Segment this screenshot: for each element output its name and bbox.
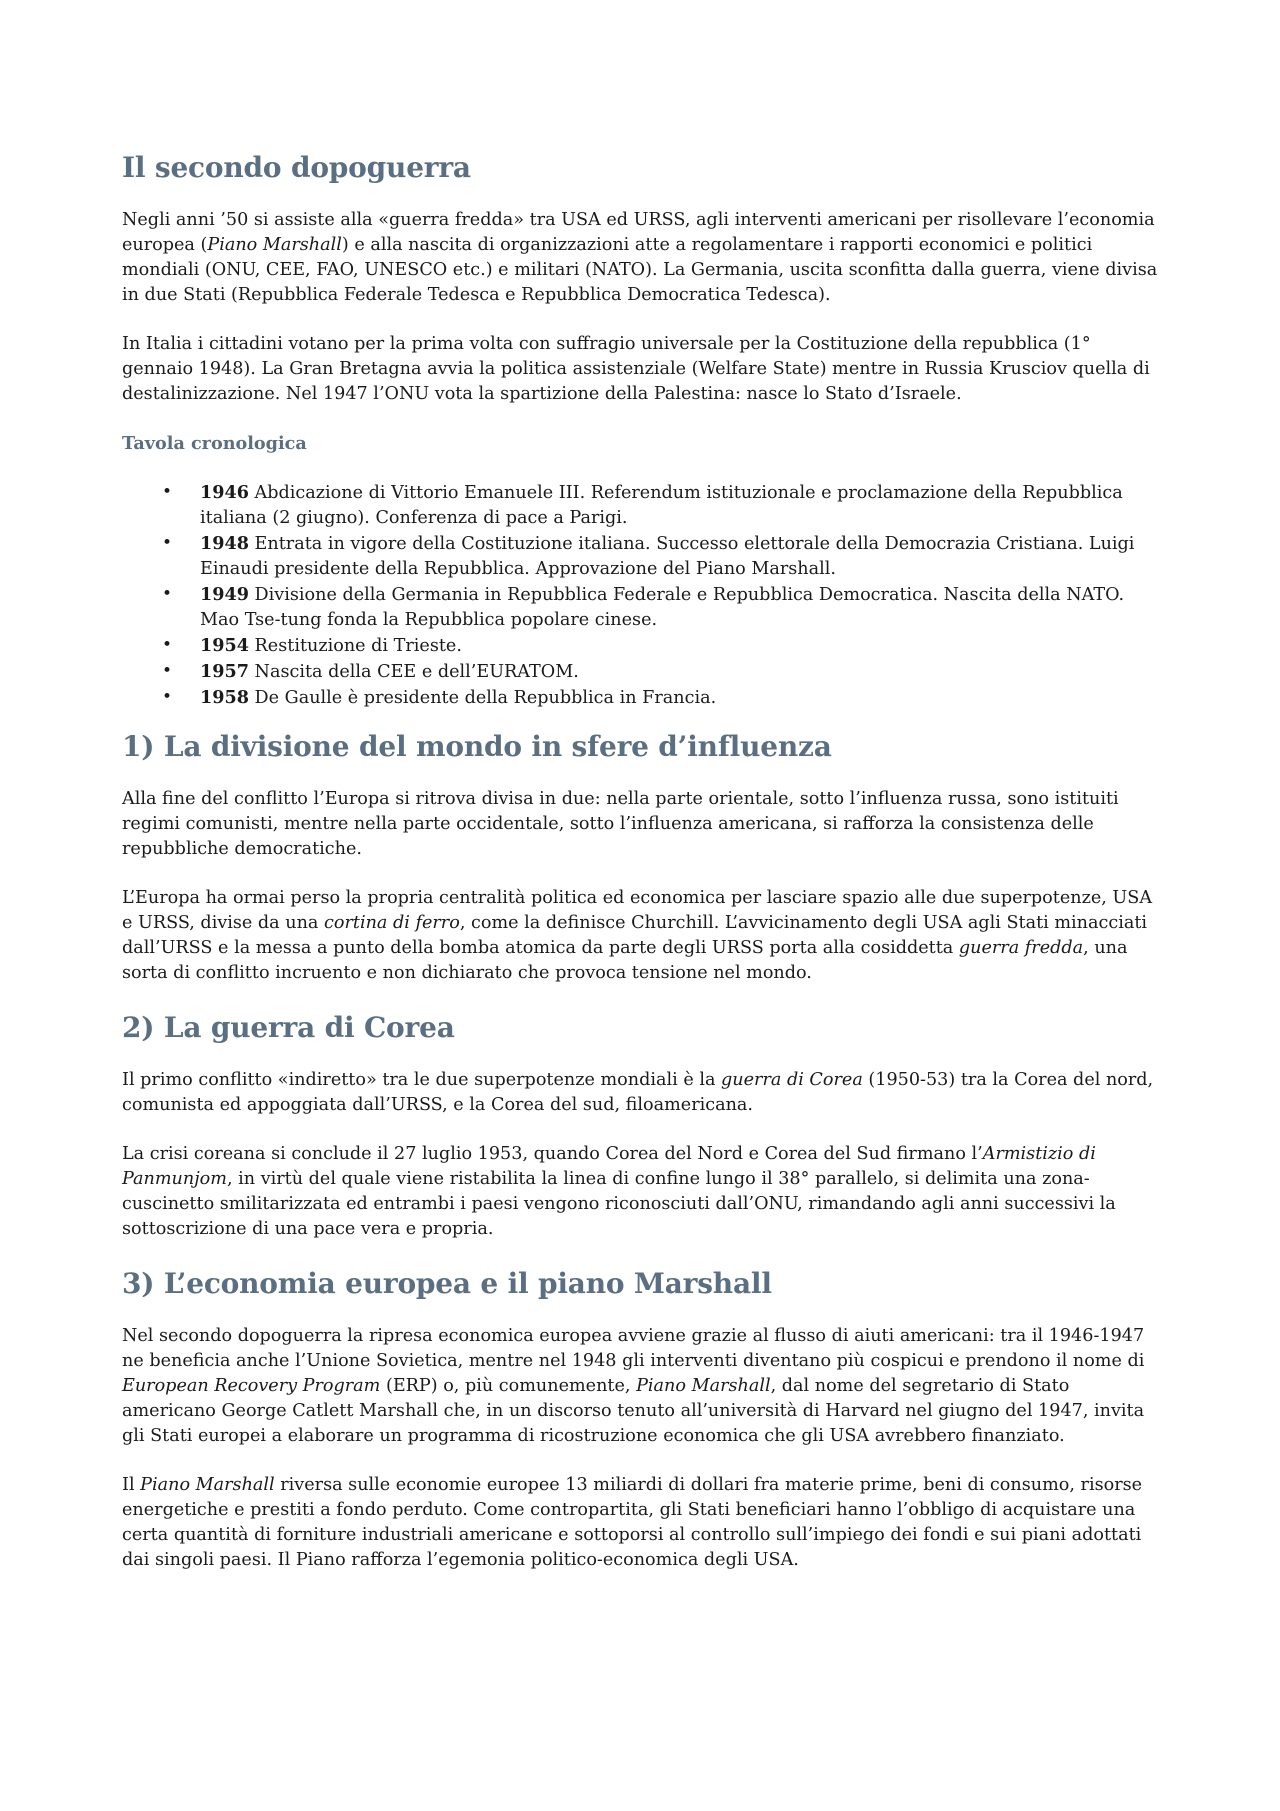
chronology-year: 1946 — [200, 482, 249, 503]
section-2-paragraph-1 — [122, 1068, 1162, 1118]
text-run: La crisi coreana si conclude il 27 luglio 1953, quando Corea del Nord e Corea del Sud firmano l’ — [122, 1144, 983, 1164]
chronology-text: Abdicazione di Vittorio Emanuele III. Referendum istituzionale e proclamazione della Repubblica italiana (2 giugno). Conferenza di pace a Parigi. — [200, 483, 1123, 528]
chronology-year: 1954 — [200, 635, 249, 656]
text-run: Il — [122, 1475, 141, 1495]
chronology-item — [162, 480, 1162, 531]
bullet-icon: • — [162, 482, 173, 502]
chronology-item — [162, 582, 1162, 633]
section-3-paragraph-2 — [122, 1473, 1162, 1573]
text-run: ) e alla nascita di organizzazioni atte a regolamentare i rapporti economici e politici mondiali (ONU, CEE, FAO, UNESCO etc.) e militari (NATO). La Germania, uscita sconfitta dalla guerra, viene divisa in due Stati (Repubblica Federale Tedesca e Repubblica Democratica Tedesca). — [122, 235, 1158, 305]
emphasis-cortina-di-ferro: cortina di ferro — [324, 913, 460, 933]
chronology-text: Nascita della CEE e dell’EURATOM. — [248, 662, 579, 682]
text-run: (1950-53) tra la Corea del nord, comunista ed appoggiata dall’URSS, e la Corea del sud, filoamericana. — [122, 1070, 1154, 1115]
emphasis-piano-marshall: Piano Marshall — [207, 235, 342, 255]
text-run: , dal nome del segretario di Stato americano George Catlett Marshall che, in un discorso tenuto all’università di Harvard nel giugno del 1947, invita gli Stati europei a elaborare un programma di ricostruzione economica che gli USA avrebbero finanziato. — [122, 1376, 1145, 1446]
intro-paragraph-1 — [122, 208, 1162, 308]
chronology-item — [162, 531, 1162, 582]
bullet-icon: • — [162, 661, 173, 681]
bullet-icon: • — [162, 533, 173, 553]
text-run: Negli anni ’50 si assiste alla «guerra fredda» tra USA ed URSS, agli interventi americani per risollevare l’economia europea ( — [122, 210, 1155, 255]
section-2-heading: 2) La guerra di Corea — [122, 1011, 455, 1044]
section-2-paragraph-2 — [122, 1142, 1162, 1242]
text-run: Il primo conflitto «indiretto» tra le due superpotenze mondiali è la — [122, 1070, 722, 1090]
emphasis-guerra-fredda: guerra fredda — [958, 938, 1084, 958]
bullet-icon: • — [162, 635, 173, 655]
chronology-year: 1957 — [200, 661, 249, 682]
section-1-paragraph-2 — [122, 886, 1162, 986]
page-title: Il secondo dopoguerra — [122, 151, 471, 184]
emphasis-piano-marshall: Piano Marshall — [140, 1475, 275, 1495]
chronology-item — [162, 685, 1162, 711]
chronology-year: 1958 — [200, 687, 249, 708]
text-run: , come la definisce Churchill. L’avvicinamento degli USA agli Stati minacciati dall’URSS e la messa a punto della bomba atomica da parte degli URSS porta alla cosiddetta — [122, 913, 1148, 958]
chronology-text: Restituzione di Trieste. — [248, 636, 462, 656]
emphasis-guerra-di-corea: guerra di Corea — [721, 1070, 863, 1090]
section-1-heading: 1) La divisione del mondo in sfere d’influenza — [122, 730, 832, 763]
chronology-item — [162, 633, 1162, 659]
text-run: L’Europa ha ormai perso la propria centralità politica ed economica per lasciare spazio alle due superpotenze, USA e URSS, divise da una — [122, 888, 1153, 933]
emphasis-armistizio: Armistizio di Panmunjom — [122, 1144, 1096, 1189]
bullet-icon: • — [162, 687, 173, 707]
emphasis-erp: European Recovery Program — [122, 1376, 381, 1396]
bullet-icon: • — [162, 584, 173, 604]
chronology-heading: Tavola cronologica — [122, 433, 307, 454]
text-run: , in virtù del quale viene ristabilita la linea di confine lungo il 38° parallelo, si delimita una zona-cuscinetto smilitarizzata ed entrambi i paesi vengono riconosciuti dall’ONU, rimandando agli anni successivi la sottoscrizione di una pace vera e propria. — [122, 1169, 1116, 1239]
chronology-text: Entrata in vigore della Costituzione italiana. Successo elettorale della Democrazia Cristiana. Luigi Einaudi presidente della Repubblica. Approvazione del Piano Marshall. — [200, 534, 1135, 579]
chronology-item — [162, 659, 1162, 685]
chronology-year: 1949 — [200, 584, 249, 605]
section-3-paragraph-1 — [122, 1324, 1162, 1449]
chronology-list — [122, 480, 1162, 711]
chronology-text: De Gaulle è presidente della Repubblica in Francia. — [248, 688, 717, 708]
intro-paragraph-2: In Italia i cittadini votano per la prima volta con suffragio universale per la Costituzione della repubblica (1° gennaio 1948). La Gran Bretagna avvia la politica assistenziale (Welfare State) mentre in Russia Krusciov quella di destalinizzazione. Nel 1947 l’ONU vota la spartizione della Palestina: nasce lo Stato d’Israele. — [122, 334, 1150, 404]
text-run: , una sorta di conflitto incruento e non dichiarato che provoca tensione nel mondo. — [122, 938, 1128, 983]
chronology-year: 1948 — [200, 533, 249, 554]
section-1-paragraph-1: Alla fine del conflitto l’Europa si ritrova divisa in due: nella parte orientale, sotto l’influenza russa, sono istituiti regimi comunisti, mentre nella parte occidentale, sotto l’influenza americana, si rafforza la consistenza delle repubbliche democratiche. — [122, 789, 1119, 859]
text-run: (ERP) o, più comunemente, — [380, 1376, 637, 1396]
emphasis-piano-marshall: Piano Marshall — [636, 1376, 771, 1396]
text-run: riversa sulle economie europee 13 miliardi di dollari fra materie prime, beni di consumo, risorse energetiche e prestiti a fondo perduto. Come contropartita, gli Stati beneficiari hanno l’obbligo di acquistare una certa quantità di forniture industriali americane e sottoporsi al controllo sull’impiego dei fondi e sui piani adottati dai singoli paesi. Il Piano rafforza l’egemonia politico-economica degli USA. — [122, 1475, 1143, 1570]
chronology-text: Divisione della Germania in Repubblica Federale e Repubblica Democratica. Nascita della NATO. Mao Tse-tung fonda la Repubblica popolare cinese. — [200, 585, 1125, 630]
section-3-heading: 3) L’economia europea e il piano Marshall — [122, 1267, 772, 1300]
text-run: Nel secondo dopoguerra la ripresa economica europea avviene grazie al flusso di aiuti americani: tra il 1946-1947 ne beneficia anche l’Unione Sovietica, mentre nel 1948 gli interventi diventano più cospicui e prendono il nome di — [122, 1326, 1145, 1371]
